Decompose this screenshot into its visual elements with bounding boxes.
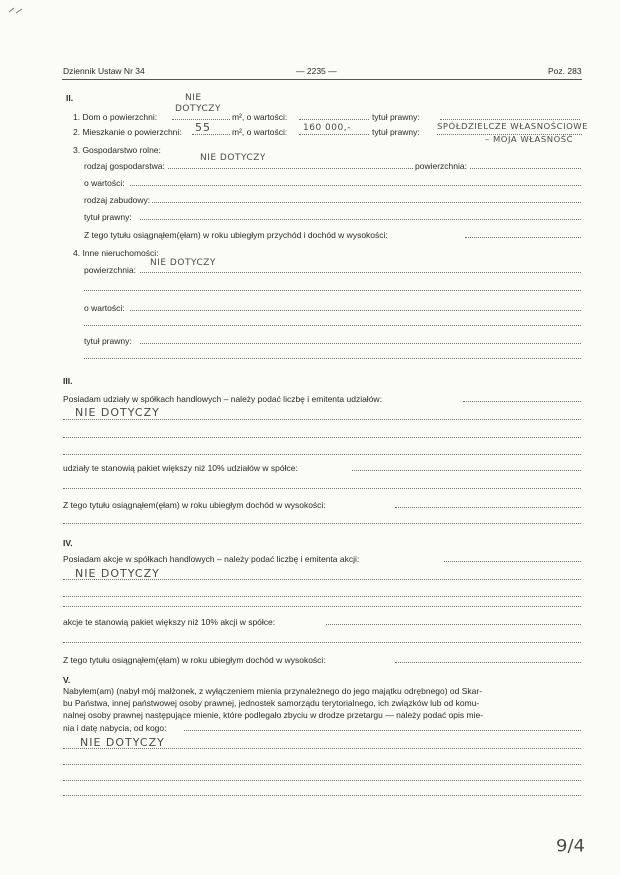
item1-handwritten-area: DOTYCZY — [175, 104, 221, 114]
section-5-line-2: bu Państwa, innej państwowej osoby prawnej, jednostek samorządu terytorialnego, ich związków lub od komu- — [63, 698, 480, 708]
section-5-line-4: nia i datę nabycia, od kogo: — [63, 723, 167, 733]
section-3-number: III. — [63, 376, 73, 386]
item4-area-handwritten: NIE DOTYCZY — [150, 258, 216, 268]
item3-farm-label: 3. Gospodarstwo rolne: — [73, 145, 161, 155]
item2-handwritten-value: 160 000,- — [303, 123, 351, 133]
item2-handwritten-title-2: – MOJA WŁASNOŚĆ — [485, 135, 574, 145]
item1-handwritten-area-top: NIE — [185, 93, 202, 103]
section-4-income-label: Z tego tytułu osiągnąłem(ęłam) w roku ubiegłym dochód w wysokości: — [63, 655, 326, 665]
section-4-stocks-label: Posiadam akcje w spółkach handlowych – należy podać liczbę i emitenta akcji: — [63, 554, 360, 564]
header-rule — [62, 79, 582, 80]
item2-handwritten-title: SPÓŁDZIELCZE WŁASNOŚCIOWE — [437, 122, 589, 132]
section-3-income-label: Z tego tytułu osiągnąłem(ęłam) w roku ubiegłym dochód w wysokości: — [63, 500, 326, 510]
section-4-handwritten: NIE DOTYCZY — [75, 567, 160, 580]
item3-kind-label: rodzaj gospodarstwa: — [84, 161, 165, 171]
item3-title-label: tytuł prawny: — [84, 212, 132, 222]
item3-value-label: o wartości: — [84, 178, 125, 188]
item2-value-label: m², o wartości: — [232, 127, 288, 137]
item4-area-label: powierzchnia: — [84, 265, 136, 275]
item1-house-label: 1. Dom o powierzchni: — [73, 112, 158, 122]
item1-title-label: tytuł prawny: — [372, 112, 420, 122]
section-5-line-3: nalnej osoby prawnej następujące mienie, które podlegało zbyciu w drodze przetargu — należy podać opis mie- — [63, 710, 484, 720]
item2-apartment-label: 2. Mieszkanie o powierzchni: — [73, 127, 182, 137]
section-3-stake-label: udziały te stanowią pakiet większy niż 10% udziałów w spółce: — [63, 463, 298, 473]
item4-value-label: o wartości: — [84, 303, 125, 313]
handwritten-page-mark: 9/4 — [556, 836, 585, 857]
item2-handwritten-area: 55 — [195, 121, 211, 134]
item4-other-property-label: 4. Inne nieruchomości: — [73, 248, 159, 258]
corner-mark — [8, 6, 24, 16]
item3-area-label: powierzchnia: — [415, 161, 467, 171]
section-5-handwritten: NIE DOTYCZY — [80, 736, 165, 749]
section-2-number: II. — [66, 93, 74, 103]
section-5-line-1: Nabyłem(am) (nabył mój małżonek, z wyłączeniem mienia przynależnego do jego majątku odrębnego) od Skar- — [63, 686, 483, 696]
section-3-shares-label: Posiadam udziały w spółkach handlowych – należy podać liczbę i emitenta udziałów: — [63, 394, 382, 404]
section-3-handwritten: NIE DOTYCZY — [75, 406, 160, 419]
item3-income-label: Z tego tytułu osiągnąłem(ęłam) w roku ubiegłym przychód i dochód w wysokości: — [84, 230, 388, 240]
item3-building-label: rodzaj zabudowy: — [84, 195, 151, 205]
section-4-number: IV. — [63, 538, 73, 548]
journal-title: Dziennik Ustaw Nr 34 — [63, 66, 145, 76]
item4-title-label: tytuł prawny: — [84, 336, 132, 346]
item2-title-label: tytuł prawny: — [372, 127, 420, 137]
item3-kind-handwritten: NIE DOTYCZY — [200, 153, 266, 163]
item1-value-label: m², o wartości: — [232, 112, 288, 122]
page-number: — 2235 — — [296, 66, 337, 76]
section-4-stake-label: akcje te stanowią pakiet większy niż 10% akcji w spółce: — [63, 617, 276, 627]
position-number: Poz. 283 — [548, 66, 582, 76]
section-5-number: V. — [63, 675, 71, 685]
